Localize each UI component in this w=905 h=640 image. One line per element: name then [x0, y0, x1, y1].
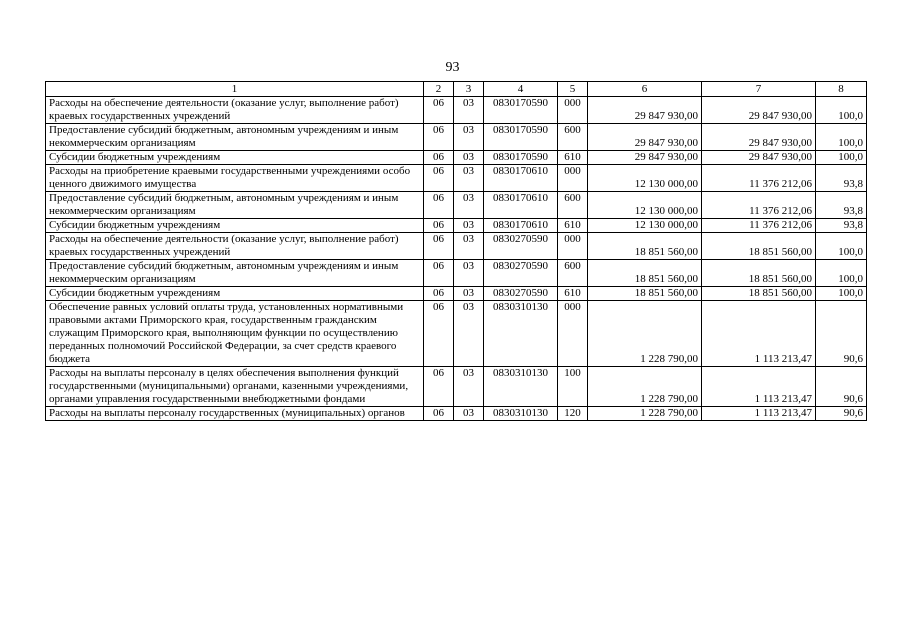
table-row	[46, 407, 867, 421]
row-percent: 93,8	[816, 219, 867, 233]
table-row	[46, 367, 867, 407]
row-subsection: 03	[454, 407, 484, 421]
row-name: Расходы на выплаты персоналу в целях обеспечения выполнения функций государственными (муниципальными) органами, казенными учреждениями, органами управления государственными внебюджетными фондами	[46, 367, 424, 407]
row-expense-type: 000	[558, 301, 588, 367]
table-row	[46, 192, 867, 219]
row-target-code: 0830270590	[484, 260, 558, 287]
row-name: Субсидии бюджетным учреждениям	[46, 219, 424, 233]
row-planned: 1 228 790,00	[588, 367, 702, 407]
row-subsection: 03	[454, 367, 484, 407]
row-percent: 93,8	[816, 165, 867, 192]
row-name: Субсидии бюджетным учреждениям	[46, 287, 424, 301]
row-planned: 12 130 000,00	[588, 165, 702, 192]
row-executed: 18 851 560,00	[702, 233, 816, 260]
row-subsection: 03	[454, 219, 484, 233]
row-executed: 1 113 213,47	[702, 407, 816, 421]
row-target-code: 0830170590	[484, 124, 558, 151]
row-expense-type: 120	[558, 407, 588, 421]
row-section: 06	[424, 301, 454, 367]
table-row	[46, 260, 867, 287]
column-header: 3	[454, 82, 484, 97]
row-section: 06	[424, 260, 454, 287]
column-header: 8	[816, 82, 867, 97]
row-section: 06	[424, 407, 454, 421]
row-name: Предоставление субсидий бюджетным, автономным учреждениям и иным некоммерческим организациям	[46, 192, 424, 219]
row-section: 06	[424, 124, 454, 151]
column-header: 7	[702, 82, 816, 97]
row-planned: 1 228 790,00	[588, 407, 702, 421]
row-percent: 90,6	[816, 367, 867, 407]
row-section: 06	[424, 165, 454, 192]
row-section: 06	[424, 192, 454, 219]
row-subsection: 03	[454, 151, 484, 165]
row-target-code: 0830270590	[484, 287, 558, 301]
table-row	[46, 151, 867, 165]
row-expense-type: 600	[558, 124, 588, 151]
row-expense-type: 610	[558, 219, 588, 233]
row-expense-type: 000	[558, 233, 588, 260]
row-section: 06	[424, 151, 454, 165]
row-expense-type: 000	[558, 165, 588, 192]
row-planned: 12 130 000,00	[588, 219, 702, 233]
row-executed: 18 851 560,00	[702, 260, 816, 287]
row-expense-type: 100	[558, 367, 588, 407]
row-name: Расходы на выплаты персоналу государственных (муниципальных) органов	[46, 407, 424, 421]
row-percent: 93,8	[816, 192, 867, 219]
row-target-code: 0830170610	[484, 192, 558, 219]
row-name: Расходы на приобретение краевыми государственными учреждениями особо ценного движимого имущества	[46, 165, 424, 192]
row-subsection: 03	[454, 124, 484, 151]
row-percent: 100,0	[816, 124, 867, 151]
row-name: Предоставление субсидий бюджетным, автономным учреждениям и иным некоммерческим организациям	[46, 260, 424, 287]
row-percent: 100,0	[816, 287, 867, 301]
row-planned: 18 851 560,00	[588, 260, 702, 287]
row-expense-type: 600	[558, 260, 588, 287]
row-expense-type: 000	[558, 97, 588, 124]
table-row	[46, 124, 867, 151]
row-executed: 29 847 930,00	[702, 97, 816, 124]
column-header: 6	[588, 82, 702, 97]
row-name: Субсидии бюджетным учреждениям	[46, 151, 424, 165]
row-percent: 90,6	[816, 301, 867, 367]
row-section: 06	[424, 367, 454, 407]
column-header: 4	[484, 82, 558, 97]
row-executed: 29 847 930,00	[702, 124, 816, 151]
row-planned: 18 851 560,00	[588, 287, 702, 301]
row-expense-type: 600	[558, 192, 588, 219]
row-subsection: 03	[454, 233, 484, 260]
column-header: 5	[558, 82, 588, 97]
row-planned: 1 228 790,00	[588, 301, 702, 367]
row-subsection: 03	[454, 97, 484, 124]
row-executed: 1 113 213,47	[702, 301, 816, 367]
row-percent: 100,0	[816, 233, 867, 260]
row-subsection: 03	[454, 287, 484, 301]
row-planned: 18 851 560,00	[588, 233, 702, 260]
column-header: 2	[424, 82, 454, 97]
row-subsection: 03	[454, 192, 484, 219]
row-target-code: 0830310130	[484, 367, 558, 407]
row-target-code: 0830310130	[484, 301, 558, 367]
row-percent: 100,0	[816, 97, 867, 124]
row-name: Обеспечение равных условий оплаты труда, установленных нормативными правовыми актами Приморского края, государственным гражданским служащим Приморского края, выполняющим функции по осуществлению переданных полномочий Российской Федерации, за счет средств краевого бюджета	[46, 301, 424, 367]
row-section: 06	[424, 287, 454, 301]
table-row	[46, 233, 867, 260]
row-planned: 29 847 930,00	[588, 97, 702, 124]
table-row	[46, 165, 867, 192]
row-name: Расходы на обеспечение деятельности (оказание услуг, выполнение работ) краевых государственных учреждений	[46, 97, 424, 124]
row-percent: 100,0	[816, 260, 867, 287]
row-executed: 11 376 212,06	[702, 219, 816, 233]
row-expense-type: 610	[558, 151, 588, 165]
row-section: 06	[424, 233, 454, 260]
column-header: 1	[46, 82, 424, 97]
table-row	[46, 301, 867, 367]
row-subsection: 03	[454, 301, 484, 367]
row-section: 06	[424, 219, 454, 233]
row-section: 06	[424, 97, 454, 124]
page-number: 93	[445, 60, 460, 75]
row-percent: 100,0	[816, 151, 867, 165]
row-executed: 11 376 212,06	[702, 165, 816, 192]
row-target-code: 0830170590	[484, 151, 558, 165]
row-target-code: 0830170610	[484, 165, 558, 192]
budget-table	[45, 81, 867, 421]
row-name: Предоставление субсидий бюджетным, автономным учреждениям и иным некоммерческим организациям	[46, 124, 424, 151]
row-executed: 29 847 930,00	[702, 151, 816, 165]
table-header-row	[46, 82, 867, 97]
row-expense-type: 610	[558, 287, 588, 301]
table-row	[46, 287, 867, 301]
row-planned: 29 847 930,00	[588, 151, 702, 165]
row-name: Расходы на обеспечение деятельности (оказание услуг, выполнение работ) краевых государственных учреждений	[46, 233, 424, 260]
table-row	[46, 97, 867, 124]
row-planned: 12 130 000,00	[588, 192, 702, 219]
table-row	[46, 219, 867, 233]
row-executed: 11 376 212,06	[702, 192, 816, 219]
row-planned: 29 847 930,00	[588, 124, 702, 151]
row-subsection: 03	[454, 260, 484, 287]
row-target-code: 0830170610	[484, 219, 558, 233]
row-percent: 90,6	[816, 407, 867, 421]
row-target-code: 0830310130	[484, 407, 558, 421]
row-target-code: 0830270590	[484, 233, 558, 260]
row-executed: 18 851 560,00	[702, 287, 816, 301]
row-target-code: 0830170590	[484, 97, 558, 124]
row-executed: 1 113 213,47	[702, 367, 816, 407]
row-subsection: 03	[454, 165, 484, 192]
